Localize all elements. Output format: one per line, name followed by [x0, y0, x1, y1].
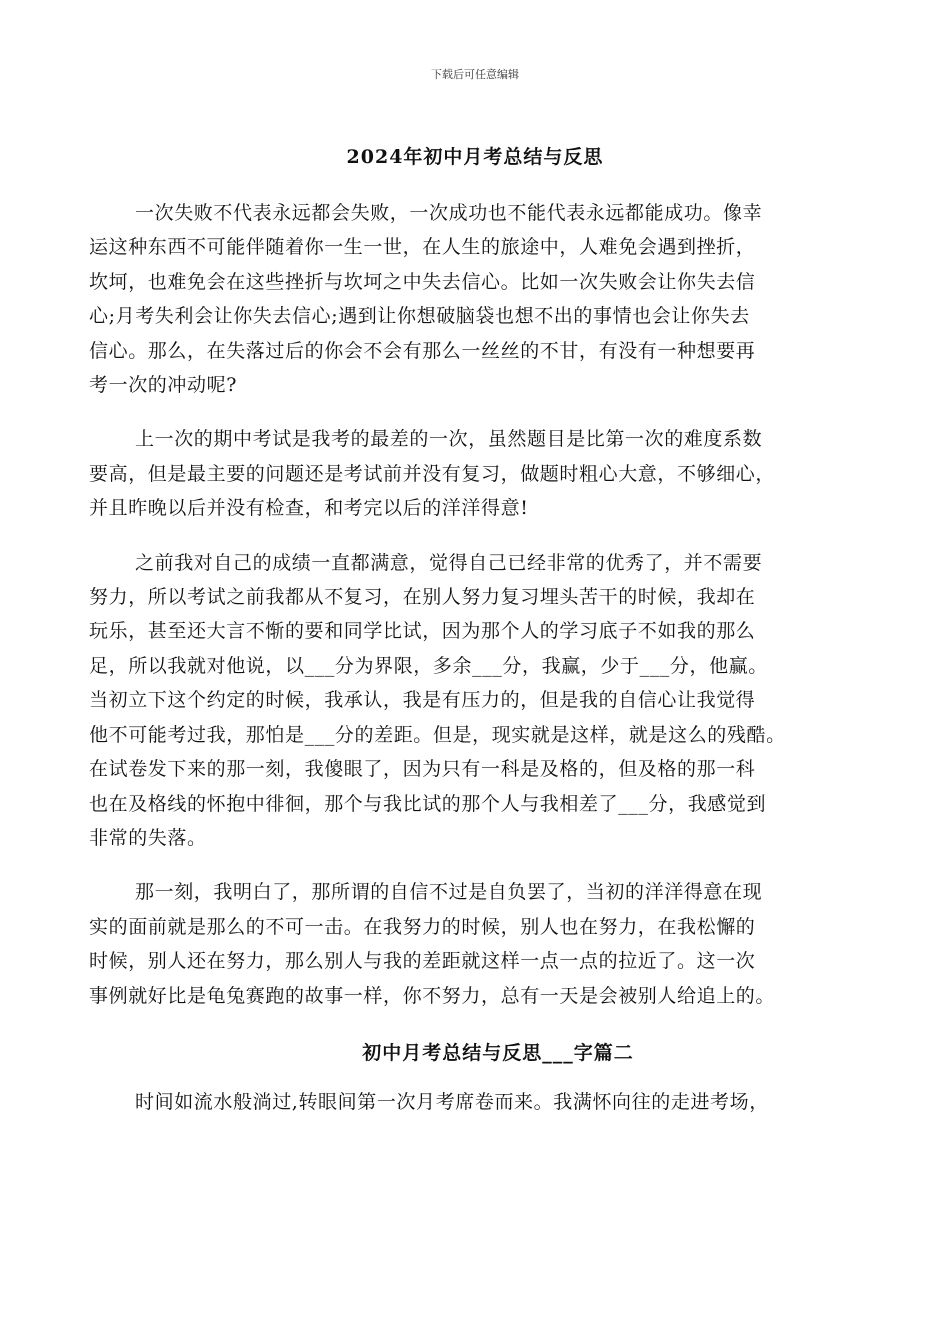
text-line: 考一次的冲动呢? — [89, 374, 237, 397]
text-line: 事例就好比是龟兔赛跑的故事一样，你不努力，总有一天是会被别人给追上的。 — [89, 984, 776, 1007]
paragraph-1 — [89, 196, 859, 402]
text-line: 当初立下这个约定的时候，我承认，我是有压力的，但是我的自信心让我觉得 — [89, 689, 756, 712]
paragraph-4 — [89, 875, 859, 1013]
text-line: 并且昨晚以后并没有检查，和考完以后的洋洋得意! — [89, 497, 529, 520]
paragraph-2 — [89, 422, 859, 525]
section-subtitle: 初中月考总结与反思___字篇二 — [362, 1041, 634, 1064]
text-line: 也在及格线的怀抱中徘徊，那个与我比试的那个人与我相差了___分，我感觉到 — [89, 792, 767, 815]
header-note: 下载后可任意编辑 — [431, 68, 519, 81]
text-line: 时候，别人还在努力，那么别人与我的差距就这样一点一点的拉近了。这一次 — [89, 950, 756, 973]
paragraph-5 — [89, 1085, 859, 1119]
text-line: 要高，但是最主要的问题还是考试前并没有复习，做题时粗心大意，不够细心， — [89, 462, 776, 485]
text-line: 努力，所以考试之前我都从不复习，在别人努力复习埋头苦干的时候，我却在 — [89, 586, 756, 609]
text-line: 坎坷，也难免会在这些挫折与坎坷之中失去信心。比如一次失败会让你失去信 — [89, 270, 756, 293]
text-line: 玩乐，甚至还大言不惭的要和同学比试，因为那个人的学习底子不如我的那么 — [89, 620, 756, 643]
text-line: 运这种东西不可能伴随着你一生一世，在人生的旅途中，人难免会遇到挫折， — [89, 236, 756, 259]
document-body — [89, 196, 859, 1119]
text-line: 心;月考失利会让你失去信心;遇到让你想破脑袋也想不出的事情也会让你失去 — [89, 305, 750, 328]
text-line: 足，所以我就对他说，以___分为界限，多余___分，我赢，少于___分，他赢。 — [89, 654, 768, 677]
text-line: 上一次的期中考试是我考的最差的一次，虽然题目是比第一次的难度系数 — [135, 428, 763, 451]
text-line: 时间如流水般淌过,转眼间第一次月考席卷而来。我满怀向往的走进考场， — [135, 1090, 769, 1113]
text-line: 在试卷发下来的那一刻，我傻眼了，因为只有一科是及格的，但及格的那一科 — [89, 758, 756, 781]
text-line: 一次失败不代表永远都会失败，一次成功也不能代表永远都能成功。像幸 — [135, 202, 763, 224]
text-line: 信心。那么，在失落过后的你会不会有那么一丝丝的不甘，有没有一种想要再 — [89, 339, 756, 362]
text-line: 那一刻，我明白了，那所谓的自信不过是自负罢了，当初的洋洋得意在现 — [135, 881, 763, 904]
paragraph-3 — [89, 546, 859, 856]
text-line: 实的面前就是那么的不可一击。在我努力的时候，别人也在努力，在我松懈的 — [89, 915, 756, 938]
text-line: 他不可能考过我，那怕是___分的差距。但是，现实就是这样，就是这么的残酷。 — [89, 723, 786, 746]
page-title: 2024年初中月考总结与反思 — [346, 146, 604, 168]
text-line: 之前我对自己的成绩一直都满意，觉得自己已经非常的优秀了，并不需要 — [135, 551, 763, 574]
text-line: 非常的失落。 — [89, 826, 207, 849]
